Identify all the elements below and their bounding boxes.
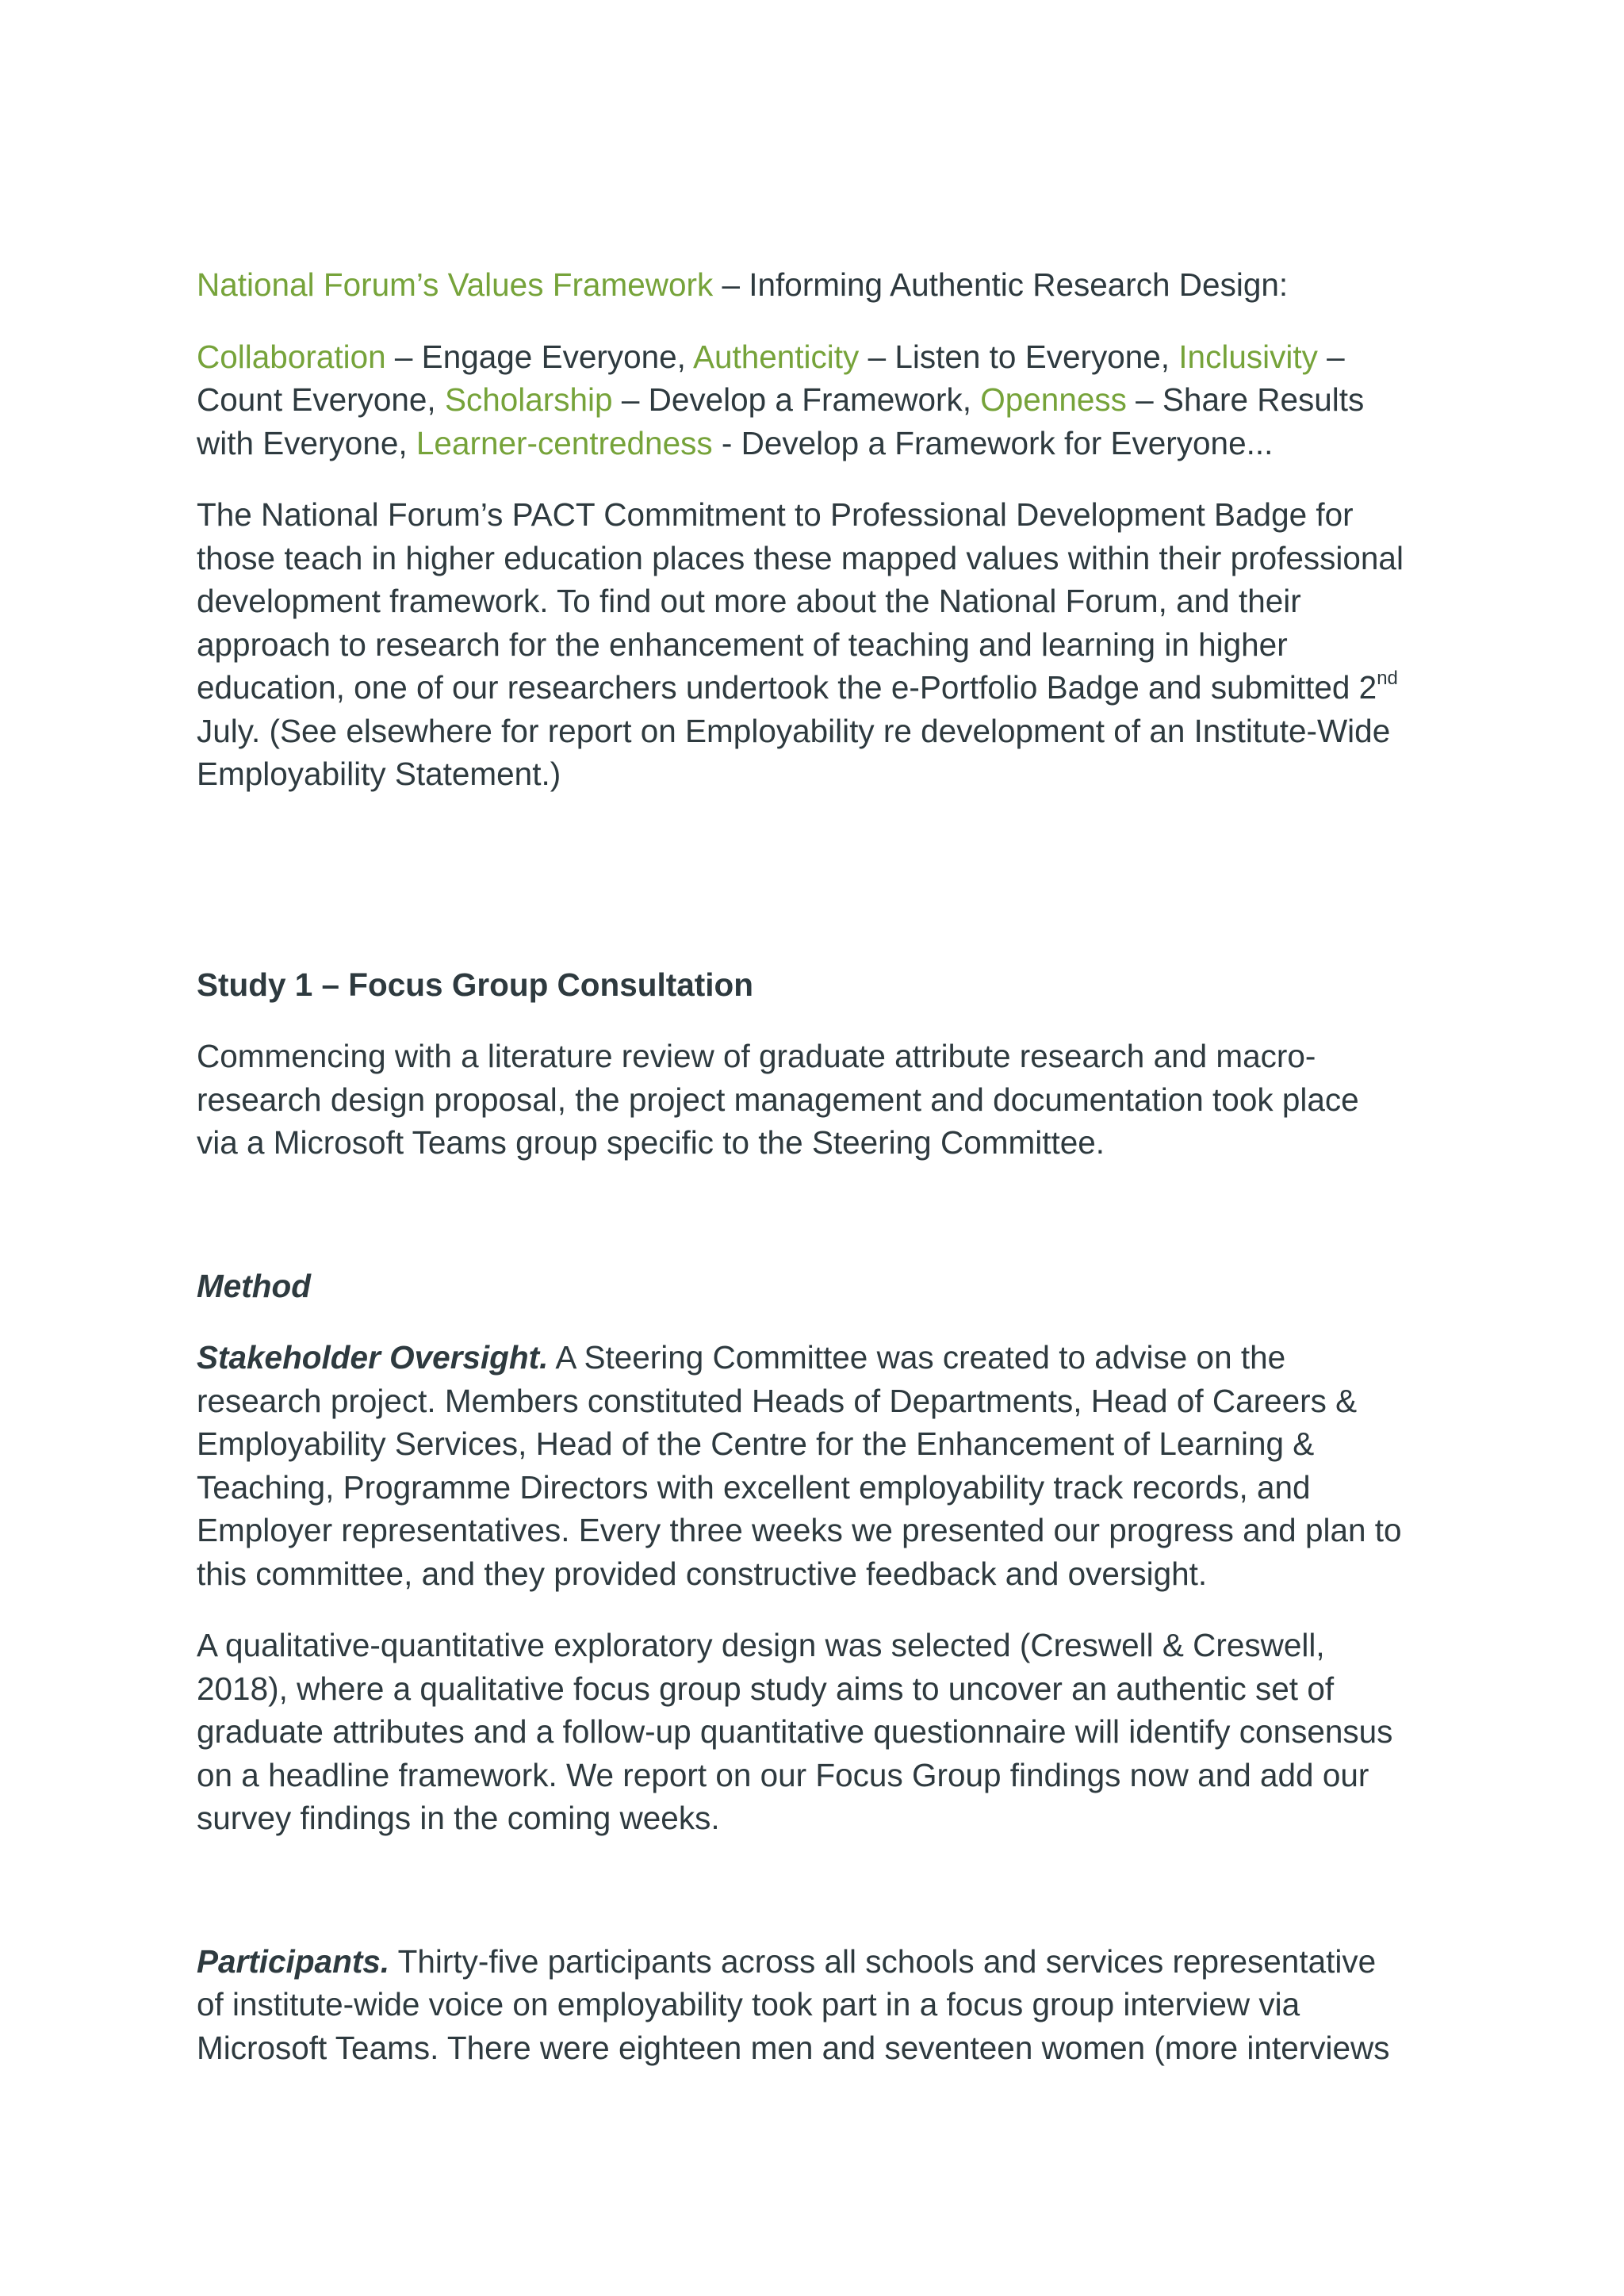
design-paragraph <box>197 1624 1434 1840</box>
paragraph-line: Teaching, Programme Directors with excellent employability track records, and <box>197 1468 1311 1506</box>
paragraph-line: via a Microsoft Teams group specific to the Steering Committee. <box>197 1124 1105 1161</box>
value-text: Count Everyone, <box>197 381 445 418</box>
paragraph-line: research design proposal, the project management and documentation took place <box>197 1081 1359 1118</box>
paragraph-line: Employability Statement.) <box>197 756 561 792</box>
value-text: – Share Results <box>1126 381 1365 418</box>
document-page <box>197 263 1434 2069</box>
paragraph-line: July. (See elsewhere for report on Employability re development of an Institute-Wide <box>197 712 1391 749</box>
paragraph-line: of institute-wide voice on employability took part in a focus group interview via <box>197 1986 1300 2022</box>
study-1-heading: Study 1 – Focus Group Consultation <box>197 966 754 1003</box>
paragraph-line: on a headline framework. We report on our Focus Group findings now and add our <box>197 1756 1369 1793</box>
value-inclusivity: Inclusivity <box>1178 338 1318 375</box>
participants-paragraph <box>197 1940 1434 2070</box>
paragraph-line <box>197 1336 1434 1380</box>
paragraph-line: graduate attributes and a follow-up quantitative questionnaire will identify consensus <box>197 1713 1393 1750</box>
value-text: – Engage Everyone, <box>385 338 693 375</box>
paragraph-line <box>197 666 1434 710</box>
value-openness: Openness <box>980 381 1127 418</box>
framework-label: National Forum’s Values Framework <box>197 266 714 303</box>
paragraph-line: development framework. To find out more about the National Forum, and their <box>197 583 1301 619</box>
paragraph-line: survey findings in the coming weeks. <box>197 1800 720 1836</box>
paragraph-text: Thirty-five participants across all schools and services representative <box>389 1942 1377 1980</box>
paragraph-text: A Steering Committee was created to advise on the <box>548 1339 1286 1376</box>
paragraph-line <box>197 1940 1434 1984</box>
study-1-paragraph <box>197 1035 1434 1165</box>
participants-lead-in: Participants. <box>197 1942 390 1980</box>
ordinal-superscript: nd <box>1377 667 1398 689</box>
paragraph-line: A qualitative-quantitative exploratory design was selected (Creswell & Creswell, <box>197 1627 1325 1663</box>
values-paragraph <box>197 335 1434 465</box>
paragraph-line: approach to research for the enhancement of teaching and learning in higher <box>197 626 1288 663</box>
method-heading: Method <box>197 1267 311 1304</box>
values-line <box>197 378 1434 422</box>
value-collaboration: Collaboration <box>197 338 386 375</box>
value-text: - Develop a Framework for Everyone... <box>712 424 1274 461</box>
stakeholder-paragraph <box>197 1336 1434 1595</box>
value-text: – Listen to Everyone, <box>859 338 1179 375</box>
value-authenticity: Authenticity <box>692 338 860 375</box>
paragraph-line: Employer representatives. Every three weeks we presented our progress and plan to <box>197 1512 1402 1548</box>
pact-paragraph <box>197 493 1434 796</box>
values-line <box>197 335 1434 379</box>
paragraph-text: education, one of our researchers undertook the e-Portfolio Badge and submitted 2 <box>197 669 1377 706</box>
framework-subtitle: – Informing Authentic Research Design: <box>713 266 1289 303</box>
values-line <box>197 422 1434 465</box>
values-framework-heading <box>197 263 1434 307</box>
paragraph-line: 2018), where a qualitative focus group study aims to uncover an authentic set of <box>197 1670 1335 1707</box>
paragraph-line: research project. Members constituted Heads of Departments, Head of Careers & <box>197 1382 1358 1419</box>
value-learner-centredness: Learner-centredness <box>416 424 713 461</box>
paragraph-line: Microsoft Teams. There were eighteen men and seventeen women (more interviews <box>197 2029 1390 2066</box>
value-text: with Everyone, <box>197 424 416 461</box>
paragraph-line: Employability Services, Head of the Centre for the Enhancement of Learning & <box>197 1425 1315 1462</box>
paragraph-line: The National Forum’s PACT Commitment to Professional Development Badge for <box>197 496 1354 533</box>
paragraph-line: Commencing with a literature review of graduate attribute research and macro- <box>197 1038 1316 1074</box>
value-text: – Develop a Framework, <box>612 381 981 418</box>
stakeholder-lead-in: Stakeholder Oversight. <box>197 1339 549 1376</box>
paragraph-line: those teach in higher education places these mapped values within their professional <box>197 539 1404 576</box>
value-scholarship: Scholarship <box>444 381 613 418</box>
value-text: – <box>1317 338 1345 375</box>
paragraph-line: this committee, and they provided constructive feedback and oversight. <box>197 1555 1208 1592</box>
